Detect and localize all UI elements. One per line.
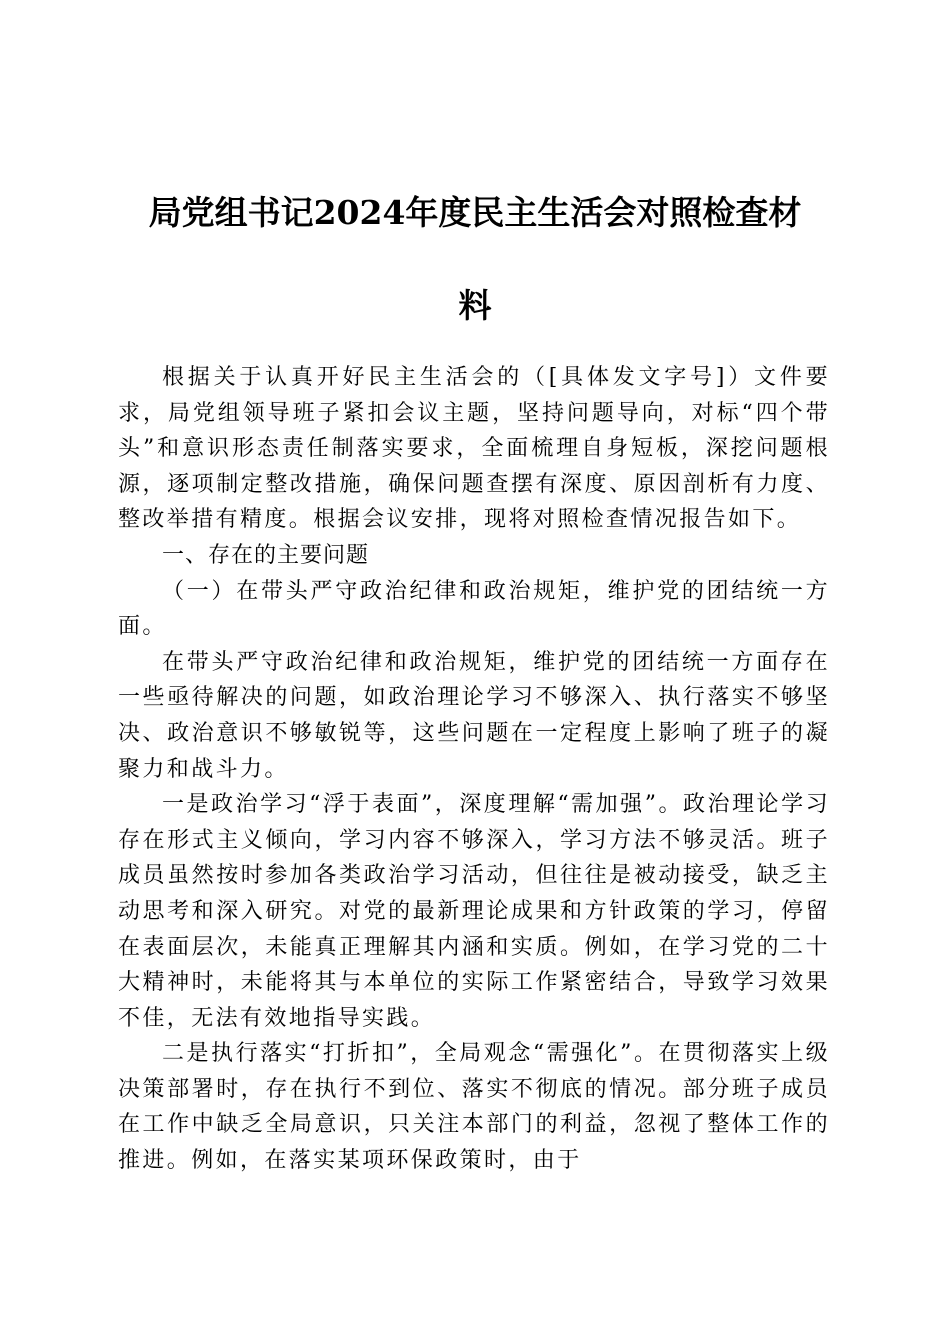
body-paragraph-2: 一是政治学习“浮于表面”，深度理解“需加强”。政治理论学习存在形式主义倾向，学习内容不够深入，学习方法不够灵活。班子成员虽然按时参加各类政治学习活动，但往往是被动接受，缺乏主动思考和深入研究。对党的最新理论成果和方针政策的学习，停留在表面层次，未能真正理解其内涵和实质。例如，在学习党的二十大精神时，未能将其与本单位的实际工作紧密结合，导致学习效果不佳，无法有效地指导实践。 [118, 792, 830, 1031]
document-title-line1: 局党组书记2024年度民主生活会对照检查材 [148, 193, 802, 232]
body-paragraph-1: 在带头严守政治纪律和政治规矩，维护党的团结统一方面存在一些亟待解决的问题，如政治理论学习不够深入、执行落实不够坚决、政治意识不够敏锐等，这些问题在一定程度上影响了班子的凝聚力和战斗力。 [118, 649, 830, 782]
section-heading: 一、存在的主要问题 [162, 542, 370, 568]
document-body [118, 360, 830, 1179]
document-title [110, 166, 840, 352]
subsection-heading: （一）在带头严守政治纪律和政治规矩，维护党的团结统一方面。 [118, 578, 830, 640]
body-paragraph-3: 二是执行落实“打折扣”，全局观念“需强化”。在贯彻落实上级决策部署时，存在执行不到位、落实不彻底的情况。部分班子成员在工作中缺乏全局意识，只关注本部门的利益，忽视了整体工作的推进。例如，在落实某项环保政策时，由于 [118, 1041, 830, 1174]
intro-paragraph: 根据关于认真开好民主生活会的（[具体发文字号]）文件要求，局党组领导班子紧扣会议主题，坚持问题导向，对标“四个带头”和意识形态责任制落实要求，全面梳理自身短板，深挖问题根源，逐项制定整改措施，确保问题查摆有深度、原因剖析有力度、整改举措有精度。根据会议安排，现将对照检查情况报告如下。 [118, 365, 830, 533]
document-title-line2: 料 [458, 286, 492, 325]
